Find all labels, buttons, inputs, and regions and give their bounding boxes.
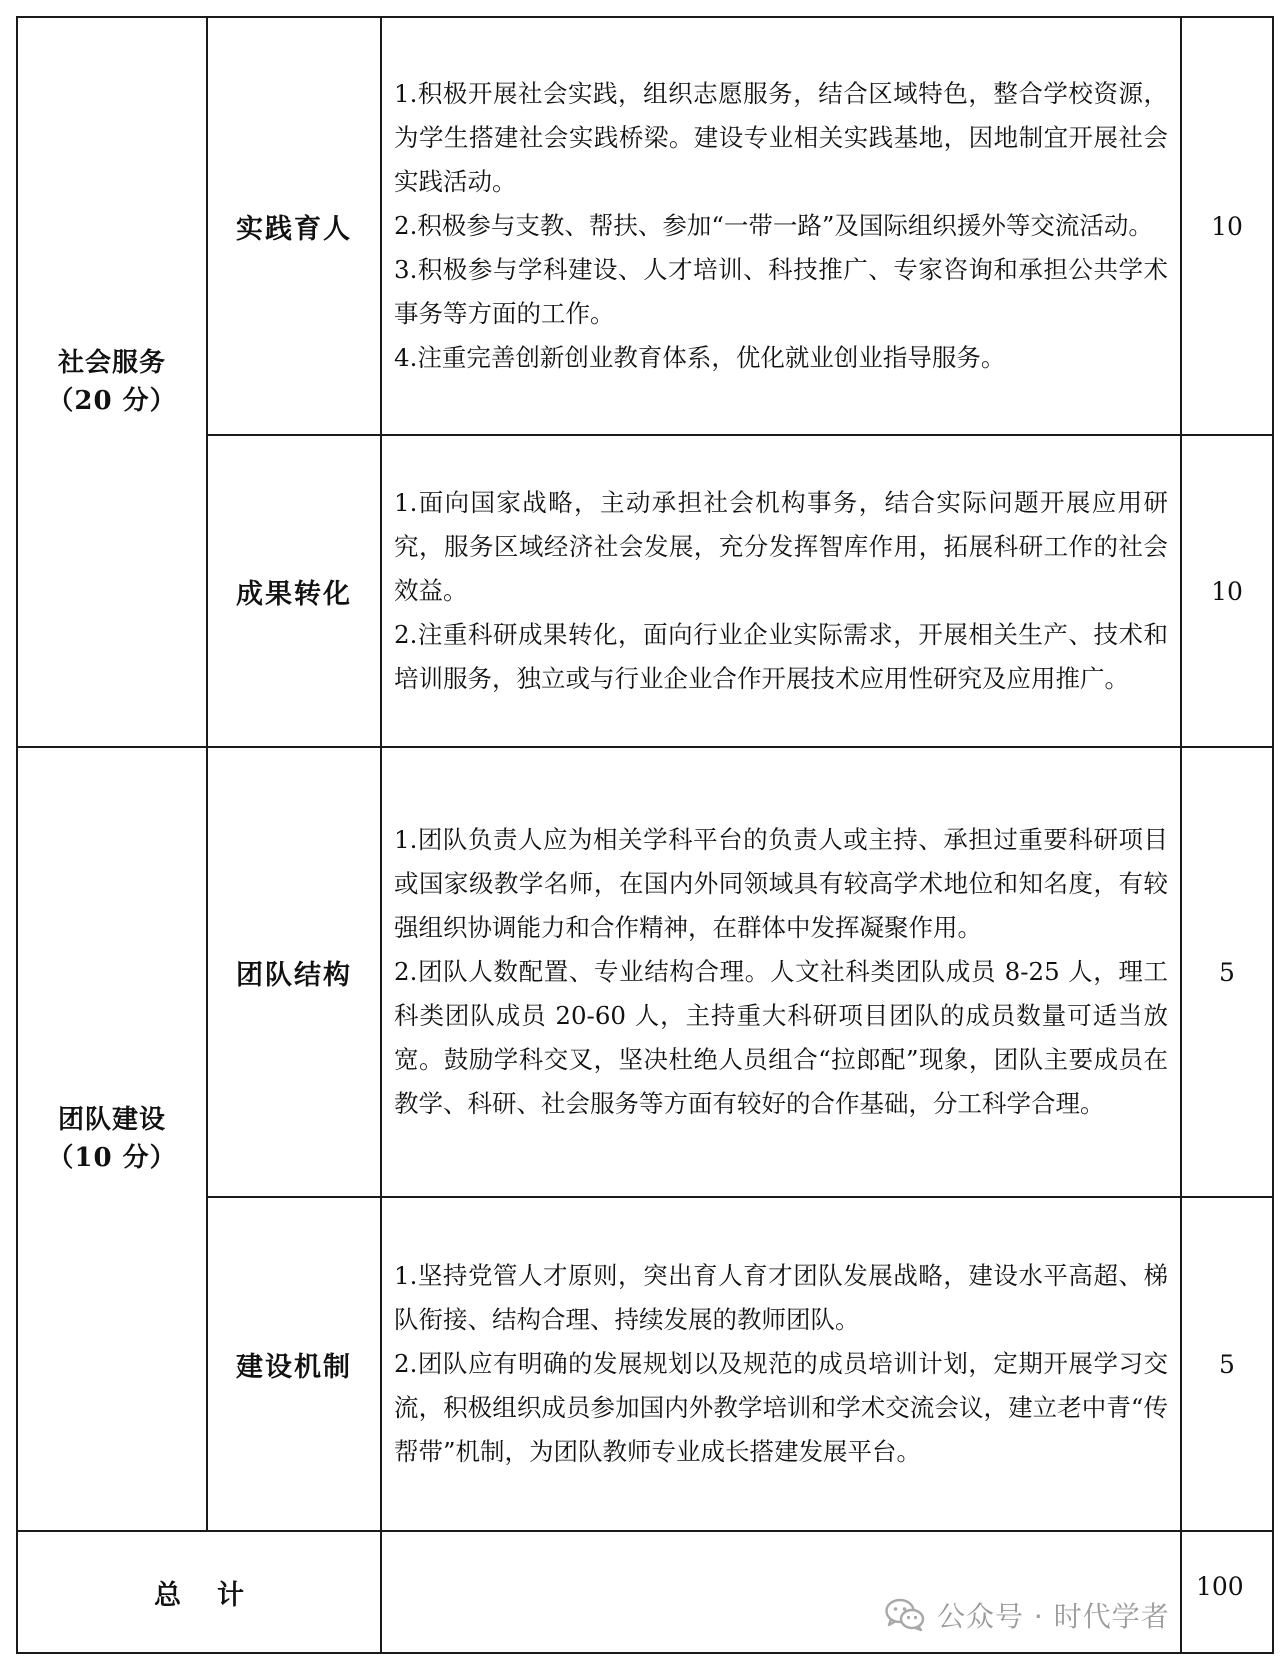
- criteria-paragraph: 2.注重科研成果转化，面向行业企业实际需求，开展相关生产、技术和培训服务，独立或与行业企业合作开展技术应用性研究及应用推广。: [394, 620, 1168, 693]
- table-row: [17, 17, 1273, 435]
- score-cell: 5: [1181, 747, 1273, 1197]
- item-cell: 实践育人: [207, 17, 381, 435]
- criteria-paragraph: 4.注重完善创新创业教育体系，优化就业创业指导服务。: [394, 343, 1006, 372]
- category-title: 社会服务: [57, 348, 166, 378]
- item-cell: 团队结构: [207, 747, 381, 1197]
- watermark-text: 公众号 · 时代学者: [937, 1600, 1170, 1633]
- score-cell: 10: [1181, 435, 1273, 747]
- total-label: 总计: [17, 1531, 381, 1653]
- criteria-paragraph: 2.团队人数配置、专业结构合理。人文社科类团队成员 8-25 人，理工科类团队成员 20-60 人，主持重大科研项目团队的成员数量可适当放宽。鼓励学科交叉，坚决杜绝人员组合“拉郎配”现象，团队主要成员在教学、科研、社会服务等方面有较好的合作基础，分工科学合理。: [394, 957, 1168, 1118]
- watermark: [885, 1595, 1170, 1635]
- item-cell: 成果转化: [207, 435, 381, 747]
- criteria-cell: [381, 1197, 1181, 1531]
- category-title: 团队建设: [57, 1105, 166, 1135]
- total-score: 100: [1181, 1531, 1273, 1653]
- criteria-paragraph: 1.积极开展社会实践，组织志愿服务，结合区域特色，整合学校资源，为学生搭建社会实践桥梁。建设专业相关实践基地，因地制宜开展社会实践活动。: [394, 79, 1168, 196]
- evaluation-table: [16, 16, 1274, 1654]
- item-cell: 建设机制: [207, 1197, 381, 1531]
- criteria-paragraph: 1.团队负责人应为相关学科平台的负责人或主持、承担过重要科研项目或国家级教学名师，在国内外同领域具有较高学术地位和知名度，有较强组织协调能力和合作精神，在群体中发挥凝聚作用。: [394, 825, 1168, 942]
- table-row: [17, 747, 1273, 1197]
- criteria-paragraph: 2.积极参与支教、帮扶、参加“一带一路”及国际组织援外等交流活动。: [394, 211, 1153, 240]
- wechat-icon: [885, 1598, 925, 1632]
- category-points: （20 分）: [47, 386, 177, 416]
- criteria-paragraph: 1.坚持党管人才原则，突出育人育才团队发展战略，建设水平高超、梯队衔接、结构合理、持续发展的教师团队。: [394, 1261, 1168, 1334]
- category-points: （10 分）: [47, 1143, 177, 1173]
- criteria-paragraph: 2.团队应有明确的发展规划以及规范的成员培训计划，定期开展学习交流，积极组织成员参加国内外教学培训和学术交流会议，建立老中青“传帮带”机制，为团队教师专业成长搭建发展平台。: [394, 1349, 1168, 1466]
- criteria-paragraph: 3.积极参与学科建设、人才培训、科技推广、专家咨询和承担公共学术事务等方面的工作。: [394, 255, 1168, 328]
- category-cell-team-building: [17, 747, 207, 1531]
- category-cell-social-service: [17, 17, 207, 747]
- criteria-cell: [381, 435, 1181, 747]
- criteria-paragraph: 1.面向国家战略，主动承担社会机构事务，结合实际问题开展应用研究，服务区域经济社会发展，充分发挥智库作用，拓展科研工作的社会效益。: [394, 488, 1168, 605]
- criteria-cell: [381, 747, 1181, 1197]
- score-cell: 10: [1181, 17, 1273, 435]
- criteria-cell: [381, 17, 1181, 435]
- evaluation-table-page: [16, 16, 1272, 1652]
- score-cell: 5: [1181, 1197, 1273, 1531]
